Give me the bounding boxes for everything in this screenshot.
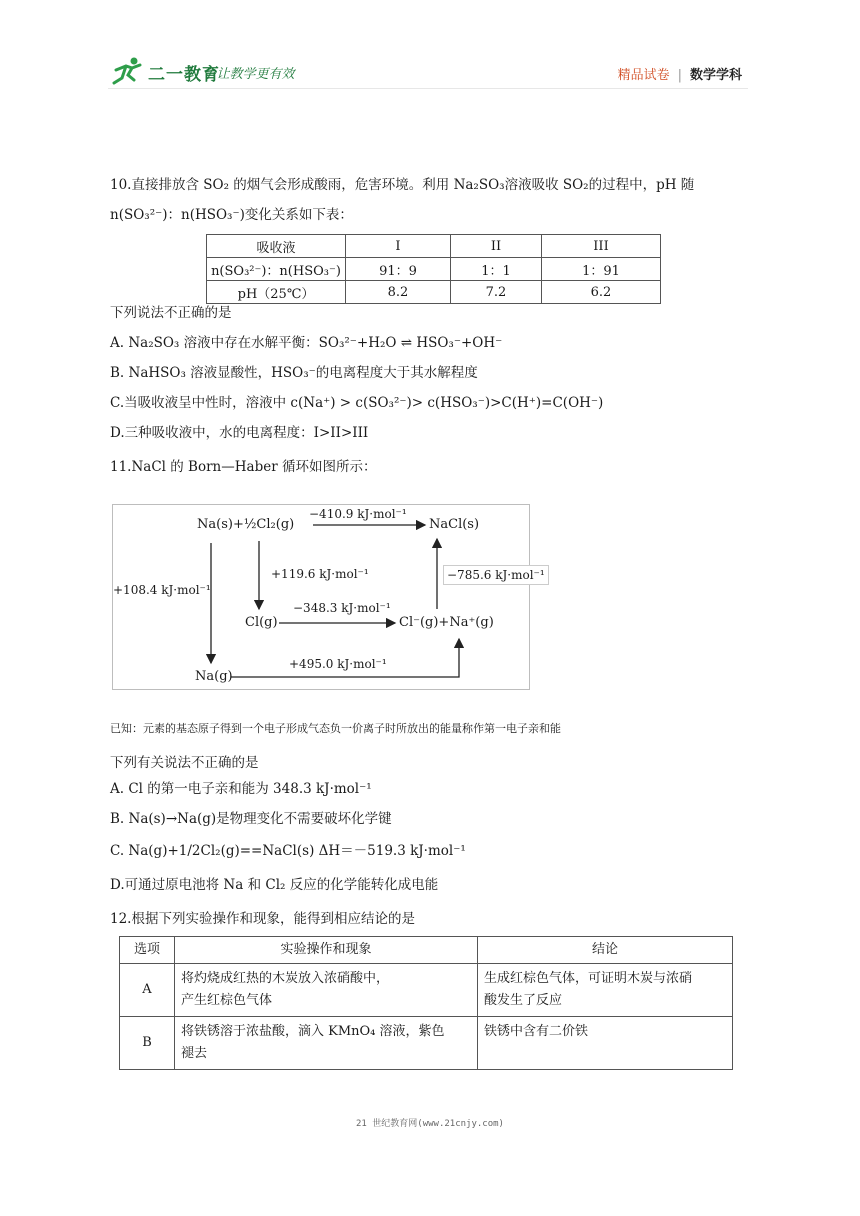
- label-formation: −410.9 kJ·mol⁻¹: [309, 507, 407, 521]
- table-cell: 1：1: [451, 258, 542, 281]
- header-separator: |: [677, 68, 682, 83]
- brand-name: 二一教育: [148, 65, 220, 85]
- q10-option-c: C.当吸收液呈中性时，溶液中 c(Na⁺) > c(SO₃²⁻)> c(HSO₃⁻)>C(H⁺)=C(OH⁻): [110, 395, 604, 411]
- header-subject: [618, 64, 742, 83]
- label-ionization: +495.0 kJ·mol⁻¹: [289, 657, 387, 671]
- q10-option-b: B. NaHSO₃ 溶液显酸性，HSO₃⁻的电离程度大于其水解程度: [110, 365, 478, 381]
- table-cell: 91：9: [346, 258, 451, 281]
- header-label-subject: 数学学科: [689, 68, 742, 83]
- table-cell: 8.2: [346, 281, 451, 304]
- born-haber-diagram: [112, 504, 545, 690]
- table-cell: 7.2: [451, 281, 542, 304]
- q11-option-d: D.可通过原电池将 Na 和 Cl₂ 反应的化学能转化成电能: [110, 877, 439, 893]
- table-row: [120, 1017, 733, 1070]
- node-cl: Cl(g): [245, 615, 278, 630]
- node-ions: Cl⁻(g)+Na⁺(g): [399, 615, 494, 630]
- table-header-cell: III: [542, 235, 661, 258]
- q11-stem: 下列有关说法不正确的是: [110, 755, 259, 771]
- node-na-g: Na(g): [195, 669, 233, 684]
- table-header-cell: II: [451, 235, 542, 258]
- label-dissociation: +119.6 kJ·mol⁻¹: [271, 567, 369, 581]
- node-na-cl2: Na(s)+½Cl₂(g): [197, 517, 295, 532]
- cell-line: 将铁锈溶于浓盐酸，滴入 KMnO₄ 溶液，紫色: [181, 1024, 445, 1039]
- table-row: [120, 964, 733, 1017]
- table-header-cell: 吸收液: [207, 235, 346, 258]
- footer: 21 世纪教育网(www.21cnjy.com): [356, 1119, 504, 1129]
- q10-table: [206, 234, 661, 304]
- cell-line: 产生红棕色气体: [181, 993, 273, 1008]
- table-cell: [175, 1017, 478, 1070]
- table-cell: 1：91: [542, 258, 661, 281]
- q11-option-c: C. Na(g)+1/2Cl₂(g)==NaCl(s) ΔH＝－519.3 kJ·mol⁻¹: [110, 843, 466, 859]
- table-cell: 6.2: [542, 281, 661, 304]
- table-cell: B: [120, 1017, 175, 1070]
- q11-line: 11.NaCl 的 Born—Haber 循环如图所示：: [110, 459, 377, 475]
- label-electron-affinity: −348.3 kJ·mol⁻¹: [293, 601, 391, 615]
- table-cell: A: [120, 964, 175, 1017]
- brand-slogan: / 让教学更有效: [208, 67, 295, 82]
- cell-line: 酸发生了反应: [484, 993, 563, 1008]
- q10-line1: 10.直接排放含 SO₂ 的烟气会形成酸雨，危害环境。利用 Na₂SO₃溶液吸收 SO₂的过程中，pH 随: [110, 177, 695, 193]
- table-cell: [478, 1017, 733, 1070]
- q10-line2: n(SO₃²⁻)：n(HSO₃⁻)变化关系如下表：: [110, 207, 353, 223]
- table-cell: pH（25℃）: [207, 281, 346, 304]
- node-nacl: NaCl(s): [429, 517, 480, 532]
- label-lattice: −785.6 kJ·mol⁻¹: [443, 565, 549, 585]
- label-sublimation: +108.4 kJ·mol⁻¹: [113, 583, 211, 597]
- cell-line: 褪去: [181, 1046, 208, 1061]
- cell-line: 生成红棕色气体，可证明木炭与浓硝: [484, 971, 693, 986]
- table-cell: [478, 964, 733, 1017]
- q11-option-a: A. Cl 的第一电子亲和能为 348.3 kJ·mol⁻¹: [110, 781, 372, 797]
- cell-line: 将灼烧成红热的木炭放入浓硝酸中，: [181, 971, 390, 986]
- table-header-cell: 结论: [478, 937, 733, 964]
- q12-table: [119, 936, 733, 1070]
- q12-line: 12.根据下列实验操作和现象，能得到相应结论的是: [110, 911, 415, 927]
- runner-icon: [110, 56, 144, 86]
- table-header-cell: I: [346, 235, 451, 258]
- q10-option-a: A. Na₂SO₃ 溶液中存在水解平衡：SO₃²⁻+H₂O ⇌ HSO₃⁻+OH⁻: [110, 335, 503, 351]
- q11-option-b: B. Na(s)→Na(g)是物理变化不需要破坏化学键: [110, 811, 392, 827]
- brand-logo: [110, 56, 330, 88]
- table-header-cell: 实验操作和现象: [175, 937, 478, 964]
- table-header-cell: 选项: [120, 937, 175, 964]
- table-cell: [175, 964, 478, 1017]
- header-divider: [108, 88, 748, 89]
- q10-stem: 下列说法不正确的是: [110, 305, 232, 321]
- table-cell: n(SO₃²⁻)：n(HSO₃⁻): [207, 258, 346, 281]
- cell-line: 铁锈中含有二价铁: [484, 1024, 589, 1039]
- q10-option-d: D.三种吸收液中，水的电离程度：I>II>III: [110, 425, 369, 441]
- q11-note: 已知：元素的基态原子得到一个电子形成气态负一价离子时所放出的能量称作第一电子亲和能: [110, 722, 561, 735]
- header-label-quality: 精品试卷: [617, 68, 670, 83]
